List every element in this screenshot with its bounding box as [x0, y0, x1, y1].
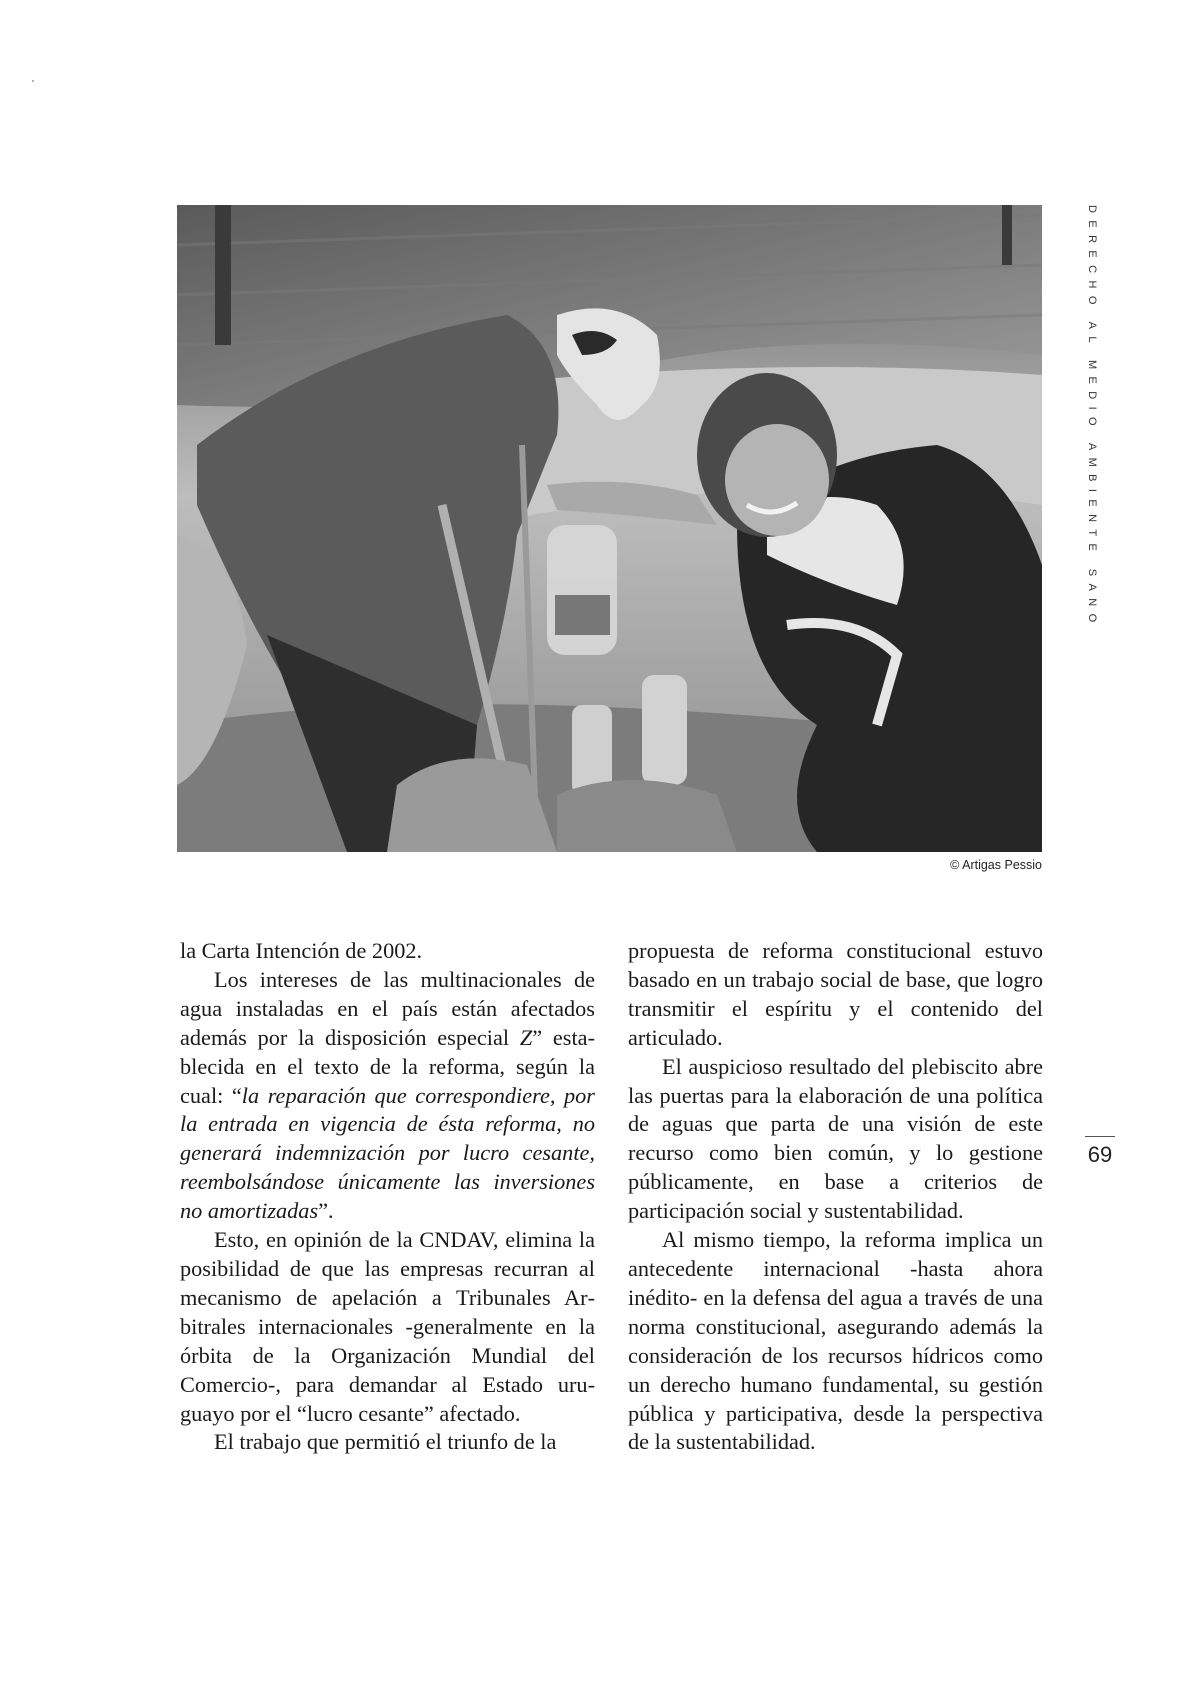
emphasis: Z	[519, 1024, 533, 1050]
left-text-column	[180, 937, 595, 1457]
paragraph	[180, 966, 595, 1226]
paragraph-text: ” establecida en el texto de la reforma, según la cual: “	[180, 1024, 596, 1108]
paragraph: Esto, en opinión de la CNDAV, elimina la posibilidad de que las empresas recurran al mecanismo de apelación a Tribunales Arbitrales internacionales -generalmente en la órbita de la Organización Mundial del Comercio-, para demandar al Estado uruguayo por el “lucro cesante” afectado.	[180, 1227, 595, 1426]
running-head: DERECHO AL MEDIO AMBIENTE SANO	[1086, 205, 1098, 630]
paragraph: Al mismo tiempo, la reforma implica un antecedente internacional -hasta ahora inédito- en la defensa del agua a través de una norma constitucional, asegurando además la consideración de los recursos hídricos como un derecho humano fundamental, su gestión pública y participativa, desde la perspectiva de la sustentabilidad.	[628, 1227, 1043, 1455]
right-text-column	[628, 937, 1043, 1457]
paragraph-text: ”.	[318, 1198, 334, 1224]
photo-illustration	[177, 205, 1042, 852]
page-number-rule	[1085, 1136, 1115, 1137]
paragraph-text: Los intereses de las multinacionales de agua instaladas en el país están afectados además por la disposición especial	[180, 966, 595, 1050]
scan-mark	[32, 80, 34, 82]
quoted-provision: la reparación que correspondiere, por la entrada en vigencia de ésta reforma, no generará indemnización por lucro cesante, reembolsándose únicamente las inversiones no amortizadas	[180, 1082, 595, 1224]
paragraph: El auspicioso resultado del plebiscito abre las puertas para la elaboración de una política de aguas que parta de una visión de este recurso como bien común, y lo gestione públicamente, en base a criterios de participación social y sustentabilidad.	[628, 1053, 1043, 1224]
page-number: 69	[1087, 1142, 1113, 1167]
photograph-children-drinking-water	[177, 205, 1042, 852]
paragraph: la Carta Intención de 2002.	[180, 938, 423, 963]
photo-credit: © Artigas Pessio	[950, 858, 1042, 872]
paragraph: El trabajo que permitió el triunfo de la	[214, 1429, 557, 1455]
paragraph: propuesta de reforma constitucional estuvo basado en un trabajo social de base, que logro transmitir el espíritu y el contenido del articulado.	[628, 938, 1043, 1050]
